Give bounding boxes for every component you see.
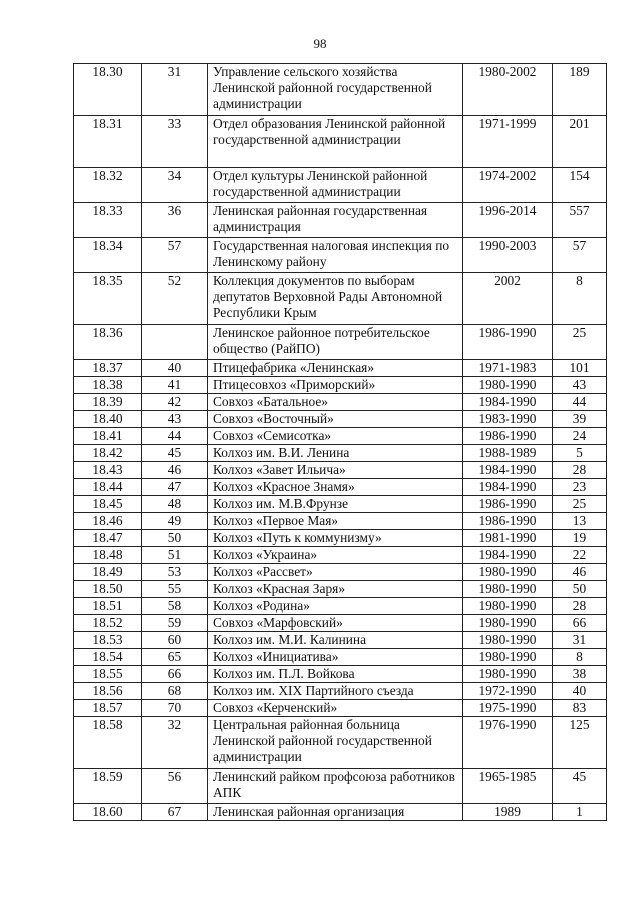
row-number: 18.36 xyxy=(74,325,142,360)
fund-number: 66 xyxy=(142,666,208,683)
file-count: 8 xyxy=(553,273,607,325)
fund-number: 32 xyxy=(142,717,208,769)
table-row xyxy=(74,238,607,273)
fund-number: 48 xyxy=(142,496,208,513)
date-range: 1980-1990 xyxy=(463,598,553,615)
row-number: 18.50 xyxy=(74,581,142,598)
file-count: 23 xyxy=(553,479,607,496)
fund-name: Совхоз «Семисотка» xyxy=(208,428,463,445)
file-count: 31 xyxy=(553,632,607,649)
row-number: 18.44 xyxy=(74,479,142,496)
table-row xyxy=(74,394,607,411)
row-number: 18.48 xyxy=(74,547,142,564)
file-count: 557 xyxy=(553,203,607,238)
fund-number xyxy=(142,325,208,360)
file-count: 57 xyxy=(553,238,607,273)
row-number: 18.40 xyxy=(74,411,142,428)
date-range: 1984-1990 xyxy=(463,462,553,479)
fund-name: Колхоз «Красное Знамя» xyxy=(208,479,463,496)
fund-name: Отдел образования Ленинской районной государственной администрации xyxy=(208,116,463,168)
table-row xyxy=(74,203,607,238)
table-row xyxy=(74,496,607,513)
date-range: 1980-2002 xyxy=(463,64,553,116)
file-count: 28 xyxy=(553,462,607,479)
row-number: 18.51 xyxy=(74,598,142,615)
table-row xyxy=(74,462,607,479)
fund-number: 36 xyxy=(142,203,208,238)
fund-number: 49 xyxy=(142,513,208,530)
date-range: 1983-1990 xyxy=(463,411,553,428)
file-count: 101 xyxy=(553,360,607,377)
fund-number: 58 xyxy=(142,598,208,615)
fund-number: 55 xyxy=(142,581,208,598)
table-row xyxy=(74,377,607,394)
row-number: 18.47 xyxy=(74,530,142,547)
table-row xyxy=(74,615,607,632)
row-number: 18.58 xyxy=(74,717,142,769)
fund-name: Совхоз «Марфовский» xyxy=(208,615,463,632)
fund-number: 53 xyxy=(142,564,208,581)
date-range: 1989 xyxy=(463,804,553,821)
date-range: 1981-1990 xyxy=(463,530,553,547)
file-count: 50 xyxy=(553,581,607,598)
date-range: 1971-1999 xyxy=(463,116,553,168)
fund-number: 56 xyxy=(142,769,208,804)
date-range: 1984-1990 xyxy=(463,394,553,411)
file-count: 38 xyxy=(553,666,607,683)
row-number: 18.32 xyxy=(74,168,142,203)
fund-number: 57 xyxy=(142,238,208,273)
fund-number: 41 xyxy=(142,377,208,394)
fund-number: 45 xyxy=(142,445,208,462)
table-row xyxy=(74,325,607,360)
fund-name: Колхоз «Рассвет» xyxy=(208,564,463,581)
fund-name: Колхоз «Красная Заря» xyxy=(208,581,463,598)
fund-number: 44 xyxy=(142,428,208,445)
fund-number: 42 xyxy=(142,394,208,411)
fund-number: 47 xyxy=(142,479,208,496)
row-number: 18.55 xyxy=(74,666,142,683)
date-range: 1980-1990 xyxy=(463,615,553,632)
table-row xyxy=(74,632,607,649)
table-row xyxy=(74,683,607,700)
date-range: 1986-1990 xyxy=(463,496,553,513)
date-range: 1980-1990 xyxy=(463,377,553,394)
table-row xyxy=(74,273,607,325)
fund-number: 60 xyxy=(142,632,208,649)
date-range: 1974-2002 xyxy=(463,168,553,203)
fund-number: 50 xyxy=(142,530,208,547)
fund-number: 68 xyxy=(142,683,208,700)
date-range: 1986-1990 xyxy=(463,428,553,445)
page-number: 98 xyxy=(313,36,327,51)
file-count: 24 xyxy=(553,428,607,445)
row-number: 18.43 xyxy=(74,462,142,479)
row-number: 18.39 xyxy=(74,394,142,411)
fund-name: Коллекция документов по выборам депутатов Верховной Рады Автономной Республики Крым xyxy=(208,273,463,325)
fund-name: Колхоз им. М.В.Фрунзе xyxy=(208,496,463,513)
row-number: 18.59 xyxy=(74,769,142,804)
date-range: 2002 xyxy=(463,273,553,325)
date-range: 1984-1990 xyxy=(463,479,553,496)
table-row xyxy=(74,717,607,769)
fund-number: 46 xyxy=(142,462,208,479)
fund-number: 70 xyxy=(142,700,208,717)
file-count: 66 xyxy=(553,615,607,632)
fund-name: Ленинская районная государственная администрация xyxy=(208,203,463,238)
fund-name: Центральная районная больница Ленинской районной государственной администрации xyxy=(208,717,463,769)
fund-name: Ленинский райком профсоюза работников АПК xyxy=(208,769,463,804)
fund-name: Колхоз им. В.И. Ленина xyxy=(208,445,463,462)
fund-number: 67 xyxy=(142,804,208,821)
fund-name: Колхоз им. П.Л. Войкова xyxy=(208,666,463,683)
table-row xyxy=(74,769,607,804)
date-range: 1980-1990 xyxy=(463,632,553,649)
row-number: 18.57 xyxy=(74,700,142,717)
file-count: 39 xyxy=(553,411,607,428)
table-row xyxy=(74,581,607,598)
fund-name: Совхоз «Батальное» xyxy=(208,394,463,411)
row-number: 18.54 xyxy=(74,649,142,666)
fund-name: Колхоз «Инициатива» xyxy=(208,649,463,666)
date-range: 1988-1989 xyxy=(463,445,553,462)
file-count: 45 xyxy=(553,769,607,804)
table-row xyxy=(74,598,607,615)
date-range: 1980-1990 xyxy=(463,649,553,666)
file-count: 22 xyxy=(553,547,607,564)
table-row xyxy=(74,411,607,428)
archive-funds-table xyxy=(73,63,607,821)
file-count: 1 xyxy=(553,804,607,821)
date-range: 1980-1990 xyxy=(463,666,553,683)
file-count: 8 xyxy=(553,649,607,666)
fund-name: Государственная налоговая инспекция по Ленинскому району xyxy=(208,238,463,273)
fund-number: 40 xyxy=(142,360,208,377)
fund-name: Колхоз «Родина» xyxy=(208,598,463,615)
table-row xyxy=(74,168,607,203)
row-number: 18.53 xyxy=(74,632,142,649)
file-count: 25 xyxy=(553,496,607,513)
date-range: 1980-1990 xyxy=(463,581,553,598)
fund-number: 65 xyxy=(142,649,208,666)
file-count: 189 xyxy=(553,64,607,116)
file-count: 201 xyxy=(553,116,607,168)
table-row xyxy=(74,564,607,581)
fund-number: 52 xyxy=(142,273,208,325)
row-number: 18.46 xyxy=(74,513,142,530)
table-row xyxy=(74,530,607,547)
date-range: 1972-1990 xyxy=(463,683,553,700)
fund-name: Колхоз «Первое Мая» xyxy=(208,513,463,530)
row-number: 18.37 xyxy=(74,360,142,377)
date-range: 1996-2014 xyxy=(463,203,553,238)
date-range: 1965-1985 xyxy=(463,769,553,804)
fund-name: Птицефабрика «Ленинская» xyxy=(208,360,463,377)
row-number: 18.49 xyxy=(74,564,142,581)
row-number: 18.34 xyxy=(74,238,142,273)
row-number: 18.31 xyxy=(74,116,142,168)
fund-number: 43 xyxy=(142,411,208,428)
fund-number: 33 xyxy=(142,116,208,168)
fund-name: Птицесовхоз «Приморский» xyxy=(208,377,463,394)
fund-name: Ленинское районное потребительское общество (РайПО) xyxy=(208,325,463,360)
row-number: 18.35 xyxy=(74,273,142,325)
date-range: 1971-1983 xyxy=(463,360,553,377)
file-count: 154 xyxy=(553,168,607,203)
table-row xyxy=(74,64,607,116)
fund-name: Совхоз «Восточный» xyxy=(208,411,463,428)
table-row xyxy=(74,547,607,564)
fund-number: 59 xyxy=(142,615,208,632)
date-range: 1980-1990 xyxy=(463,564,553,581)
date-range: 1986-1990 xyxy=(463,513,553,530)
row-number: 18.52 xyxy=(74,615,142,632)
fund-name: Колхоз им. XIX Партийного съезда xyxy=(208,683,463,700)
file-count: 125 xyxy=(553,717,607,769)
row-number: 18.38 xyxy=(74,377,142,394)
table-row xyxy=(74,445,607,462)
table-row xyxy=(74,700,607,717)
file-count: 5 xyxy=(553,445,607,462)
date-range: 1975-1990 xyxy=(463,700,553,717)
row-number: 18.42 xyxy=(74,445,142,462)
table-row xyxy=(74,649,607,666)
table-row xyxy=(74,804,607,821)
table-row xyxy=(74,116,607,168)
fund-name: Ленинская районная организация xyxy=(208,804,463,821)
fund-name: Совхоз «Керченский» xyxy=(208,700,463,717)
fund-name: Колхоз «Украина» xyxy=(208,547,463,564)
fund-number: 51 xyxy=(142,547,208,564)
fund-name: Колхоз «Завет Ильича» xyxy=(208,462,463,479)
fund-number: 34 xyxy=(142,168,208,203)
fund-name: Колхоз им. М.И. Калинина xyxy=(208,632,463,649)
row-number: 18.56 xyxy=(74,683,142,700)
row-number: 18.60 xyxy=(74,804,142,821)
table-row xyxy=(74,666,607,683)
date-range: 1990-2003 xyxy=(463,238,553,273)
table-row xyxy=(74,360,607,377)
date-range: 1986-1990 xyxy=(463,325,553,360)
table-row xyxy=(74,479,607,496)
file-count: 28 xyxy=(553,598,607,615)
table-row xyxy=(74,428,607,445)
file-count: 13 xyxy=(553,513,607,530)
file-count: 83 xyxy=(553,700,607,717)
fund-number: 31 xyxy=(142,64,208,116)
fund-name: Колхоз «Путь к коммунизму» xyxy=(208,530,463,547)
date-range: 1976-1990 xyxy=(463,717,553,769)
fund-name: Управление сельского хозяйства Ленинской районной государственной администрации xyxy=(208,64,463,116)
row-number: 18.33 xyxy=(74,203,142,238)
file-count: 40 xyxy=(553,683,607,700)
row-number: 18.45 xyxy=(74,496,142,513)
file-count: 19 xyxy=(553,530,607,547)
file-count: 43 xyxy=(553,377,607,394)
row-number: 18.30 xyxy=(74,64,142,116)
file-count: 44 xyxy=(553,394,607,411)
fund-name: Отдел культуры Ленинской районной государственной администрации xyxy=(208,168,463,203)
file-count: 25 xyxy=(553,325,607,360)
date-range: 1984-1990 xyxy=(463,547,553,564)
table-body xyxy=(74,64,607,821)
file-count: 46 xyxy=(553,564,607,581)
table-row xyxy=(74,513,607,530)
row-number: 18.41 xyxy=(74,428,142,445)
